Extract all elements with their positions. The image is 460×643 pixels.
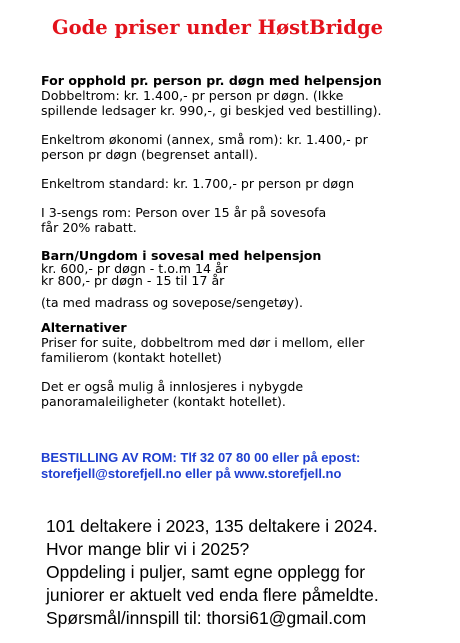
footer-line: Hvor mange blir vi i 2025? xyxy=(46,539,250,559)
booking-info xyxy=(41,450,451,482)
alt-suite-line-2: familierom (kontakt hotellet) xyxy=(41,350,222,365)
participant-info xyxy=(46,515,456,630)
single-economy-line-2: person pr døgn (begrenset antall). xyxy=(41,147,258,162)
alt-apartments-line-2: panoramaleiligheter (kontakt hotellet). xyxy=(41,394,286,409)
alt-suite-line-1: Priser for suite, dobbeltrom med dør i mellom, eller xyxy=(41,335,365,350)
youth-heading: Barn/Ungdom i sovesal med helpensjon xyxy=(41,248,322,263)
double-room-line-1: Dobbeltrom: kr. 1.400,- pr person pr døgn. (Ikke xyxy=(41,88,344,103)
youth-price-line-1: kr. 600,- pr døgn - t.o.m 14 år xyxy=(41,261,228,276)
footer-line: Spørsmål/innspill til: thorsi61@gmail.com xyxy=(46,608,367,628)
single-standard-line: Enkeltrom standard: kr. 1.700,- pr person pr døgn xyxy=(41,176,355,191)
alternatives-heading: Alternativer xyxy=(41,320,127,335)
alt-apartments-line-1: Det er også mulig å innlosjeres i nybygde xyxy=(41,379,304,394)
adult-heading: For opphold pr. person pr. døgn med helpensjon xyxy=(41,73,382,88)
price-info xyxy=(41,73,446,409)
youth-note: (ta med madrass og sovepose/sengetøy). xyxy=(41,295,304,310)
single-economy-line-1: Enkeltrom økonomi (annex, små rom): kr. 1.400,- pr xyxy=(41,132,368,147)
footer-line: Oppdeling i puljer, samt egne opplegg for xyxy=(46,562,366,582)
triple-room-line-1: I 3-sengs rom: Person over 15 år på sovesofa xyxy=(41,205,327,220)
footer-line: juniorer er aktuelt ved enda flere påmeldte. xyxy=(46,585,379,605)
youth-price-line-2: kr 800,- pr døgn - 15 til 17 år xyxy=(41,273,225,288)
triple-room-line-2: får 20% rabatt. xyxy=(41,220,137,235)
page-title: Gode priser under HøstBridge xyxy=(52,16,383,39)
double-room-line-2: spillende ledsager kr. 990,-, gi beskjed ved bestilling). xyxy=(41,103,382,118)
footer-line: 101 deltakere i 2023, 135 deltakere i 2024. xyxy=(46,516,378,536)
booking-line-1: BESTILLING AV ROM: Tlf 32 07 80 00 eller på epost: xyxy=(41,450,361,465)
booking-line-2: storefjell@storefjell.no eller på www.storefjell.no xyxy=(41,466,342,481)
